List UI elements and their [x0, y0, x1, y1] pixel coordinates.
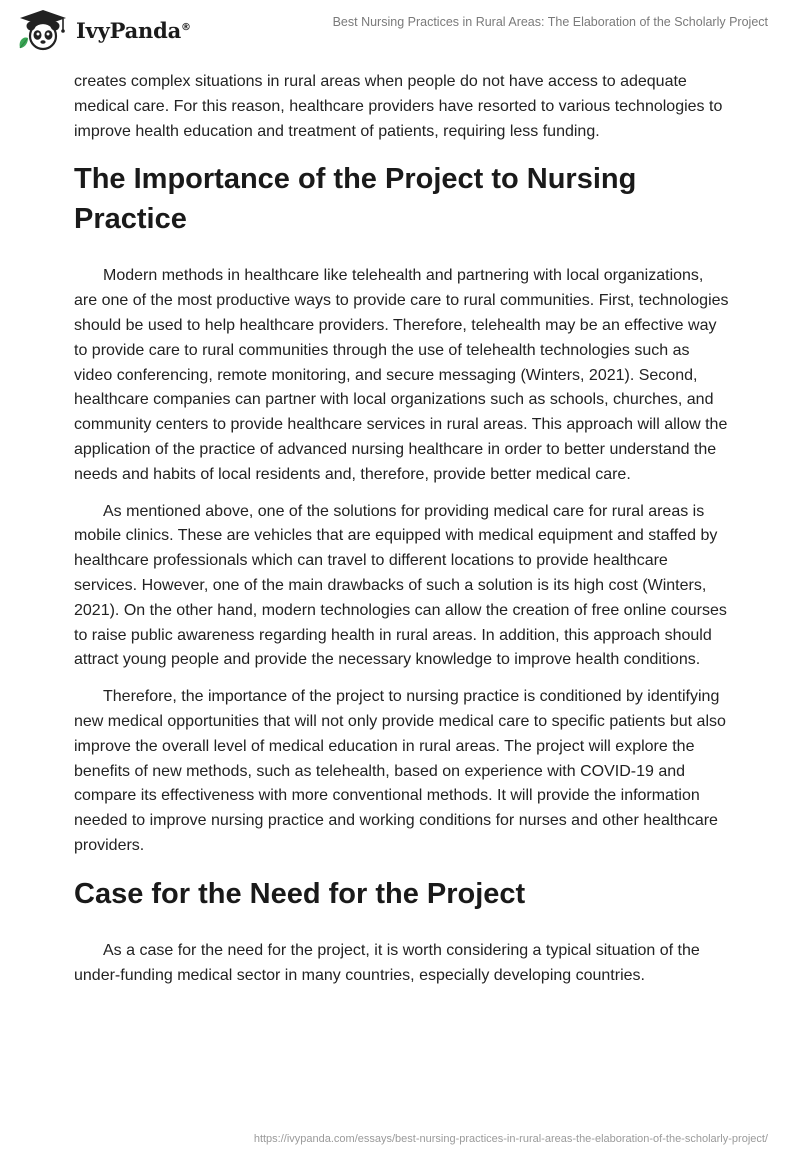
essay-content [74, 70, 730, 1000]
section-heading-importance: The Importance of the Project to Nursing Practice [74, 163, 637, 236]
body-paragraph: As a case for the need for the project, it is worth considering a typical situation of the under-funding medical sector in many countries, especially developing countries. [74, 941, 700, 984]
document-title: Best Nursing Practices in Rural Areas: The Elaboration of the Scholarly Project [332, 15, 768, 29]
panda-graduate-logo-icon [14, 8, 72, 52]
page-header [0, 0, 800, 60]
intro-paragraph: creates complex situations in rural areas when people do not have access to adequate medical care. For this reason, healthcare providers have resorted to various technologies to improve health education and treatment of patients, requiring less funding. [74, 73, 723, 140]
source-url[interactable]: https://ivypanda.com/essays/best-nursing-practices-in-rural-areas-the-elaboration-of-the-scholarly-project/ [253, 1133, 768, 1145]
body-paragraph: Modern methods in healthcare like telehealth and partnering with local organizations, are one of the most productive ways to provide care to rural communities. First, technologies should be used to help healthcare providers. Therefore, telehealth may be an effective way to provide care to rural communities through the use of telehealth technologies such as video conferencing, remote monitoring, and secure messaging (Winters, 2021). Second, healthcare companies can partner with local organizations such as schools, churches, and community centers to provide healthcare services in rural areas. This approach will allow the application of the practice of advanced nursing healthcare in order to better understand the needs and habits of local residents and, therefore, provide better medical care. [74, 267, 729, 483]
body-paragraph: Therefore, the importance of the project to nursing practice is conditioned by identifying new medical opportunities that will not only provide medical care to specific patients but also improve the overall level of medical education in rural areas. The project will explore the benefits of new methods, such as telehealth, based on experience with COVID-19 and compare its effectiveness with more conventional methods. It will provide the information needed to improve nursing practice and working conditions for nurses and other healthcare providers. [74, 688, 726, 854]
ivypanda-logo[interactable] [14, 8, 191, 52]
brand-name: IvyPanda® [76, 17, 191, 43]
section-heading-case: Case for the Need for the Project [74, 877, 526, 910]
body-paragraph: As mentioned above, one of the solutions for providing medical care for rural areas is mobile clinics. These are vehicles that are equipped with medical equipment and staffed by healthcare professionals which can travel to different locations to provide healthcare services. However, one of the main drawbacks of such a solution is its high cost (Winters, 2021). On the other hand, modern technologies can allow the creation of free online courses to raise public awareness regarding health in rural areas. In addition, this approach should attract young people and provide the necessary knowledge to improve health conditions. [74, 502, 727, 669]
